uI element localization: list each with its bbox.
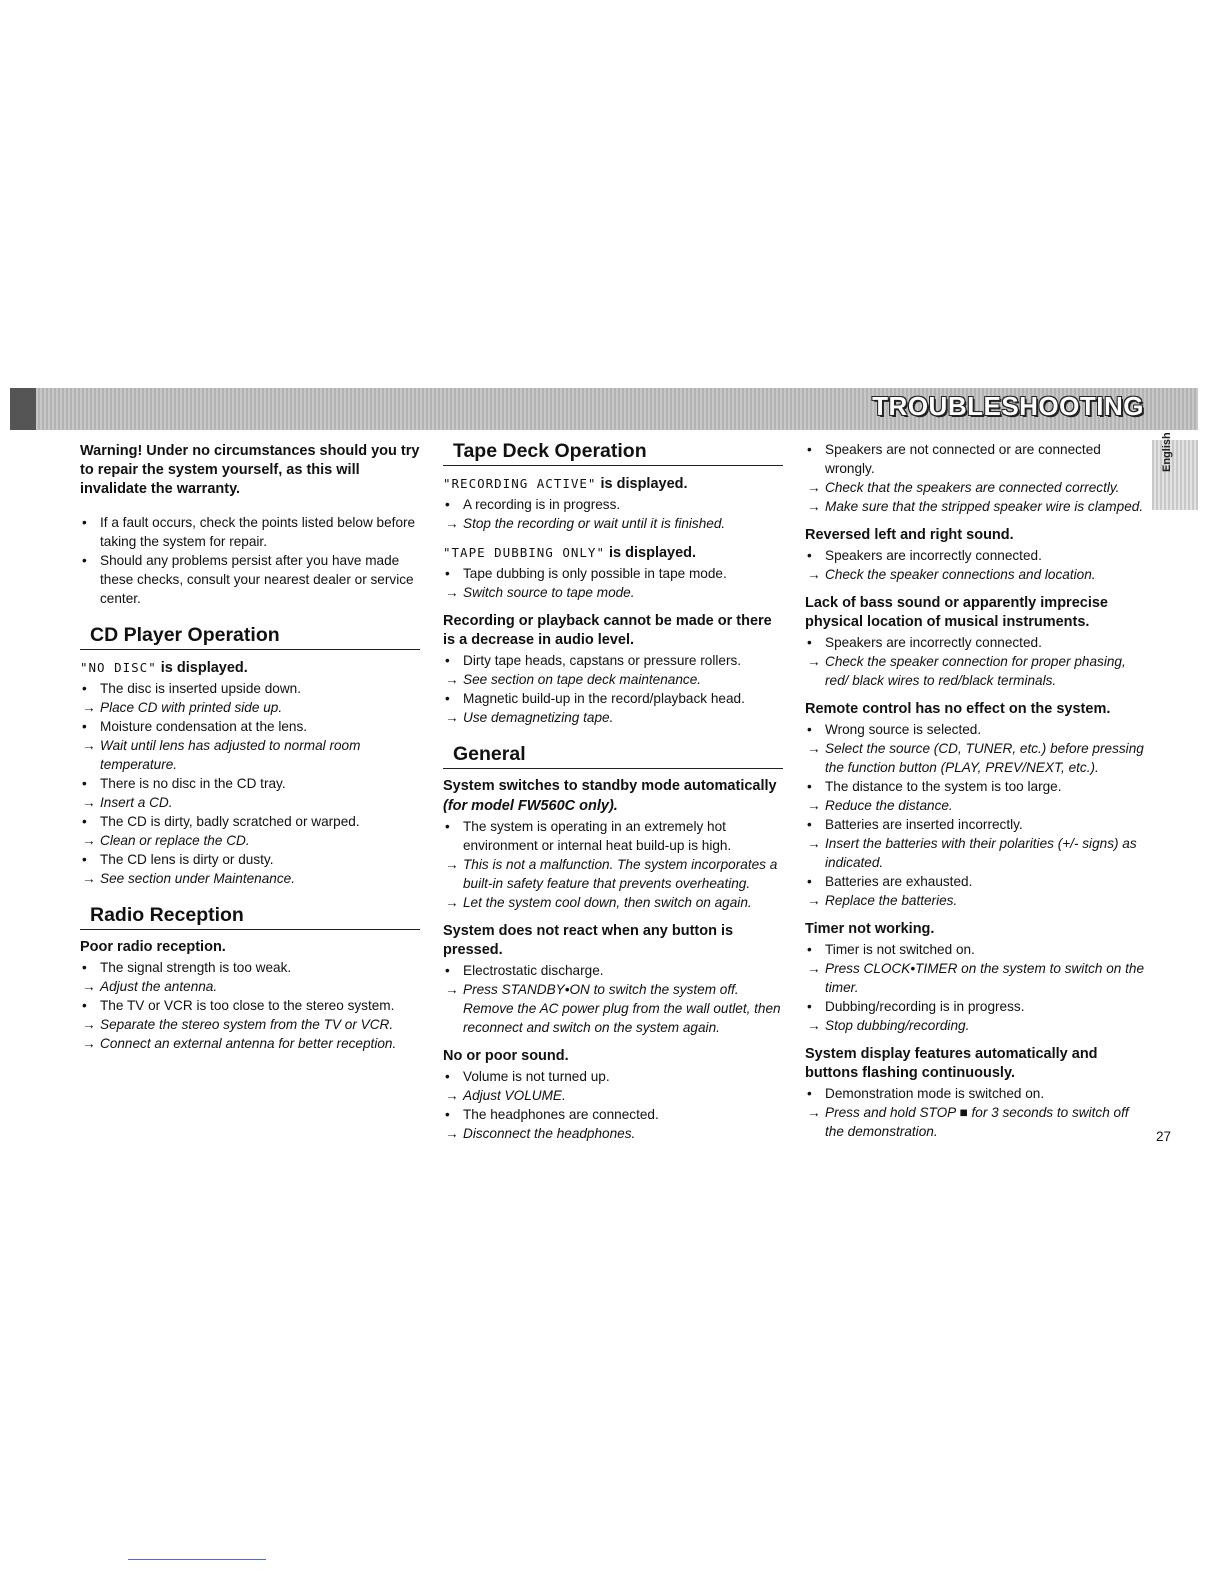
subheading: "RECORDING ACTIVE" is displayed. [443,476,688,492]
list-item: → Insert a CD. [82,795,173,810]
banner-marker [10,388,36,430]
list-item: • Should any problems persist after you have made these checks, consult your nearest dealer or service center. [82,553,414,606]
subheading: No or poor sound. [443,1048,569,1064]
list-item: → Adjust the antenna. [82,979,218,994]
list-item: • Electrostatic discharge. [445,963,604,978]
list-item: • Moisture condensation at the lens. [82,719,308,734]
list-item: • A recording is in progress. [445,497,621,512]
list-item: • Speakers are incorrectly connected. [807,635,1042,650]
section-title-tape: Tape Deck Operation [443,440,783,466]
list-item: → Reduce the distance. [807,798,953,813]
list-item: → Wait until lens has adjusted to normal room temperature. [82,738,361,772]
list-item: • If a fault occurs, check the points listed below before taking the system for repair. [82,515,416,549]
subheading: "NO DISC" is displayed. [80,660,248,676]
list-item: • The system is operating in an extremely hot environment or internal heat build-up is high. [445,819,732,853]
subheading: Recording or playback cannot be made or there is a decrease in audio level. [443,613,772,648]
list-item: → See section on tape deck maintenance. [445,672,702,687]
list-item: → Press STANDBY•ON to switch the system off. Remove the AC power plug from the wall outlet, then reconnect and switch on the system again. [445,982,781,1035]
section-title-cd: CD Player Operation [80,624,420,650]
subheading: "TAPE DUBBING ONLY" is displayed. [443,545,697,561]
list-item: • Batteries are exhausted. [807,874,973,889]
list-item: • Demonstration mode is switched on. [807,1086,1045,1101]
list-item: → Stop the recording or wait until it is finished. [445,516,726,531]
list-item: → Check that the speakers are connected correctly. [807,480,1120,495]
list-item: → Insert the batteries with their polarities (+/- signs) as indicated. [807,836,1137,870]
subheading: System switches to standby mode automatically [443,778,777,794]
subheading: Lack of bass sound or apparently imprecise physical location of musical instruments. [805,595,1108,630]
subheading: Timer not working. [805,921,935,937]
list-item: • The CD lens is dirty or dusty. [82,852,274,867]
subheading: Reversed left and right sound. [805,527,1014,543]
subheading: System display features automatically and buttons flashing continuously. [805,1046,1098,1081]
list-item: → Make sure that the stripped speaker wire is clamped. [807,499,1144,514]
list-item: → Switch source to tape mode. [445,585,635,600]
list-item: • Timer is not switched on. [807,942,975,957]
list-item: → Press and hold STOP ■ for 3 seconds to switch off the demonstration. [807,1105,1129,1139]
language-label: English [1161,432,1173,472]
column-2 [443,440,783,1143]
section-title-general: General [443,743,783,769]
list-item: → Replace the batteries. [807,893,958,908]
list-item: → Check the speaker connections and location. [807,567,1096,582]
section-title-radio: Radio Reception [80,904,420,930]
list-item: • Tape dubbing is only possible in tape mode. [445,566,727,581]
list-item: • Magnetic build-up in the record/playback head. [445,691,745,706]
list-item: • Batteries are inserted incorrectly. [807,817,1023,832]
warning-text: Warning! Under no circumstances should you try to repair the system yourself, as this will invalidate the warranty. [80,443,420,497]
list-item: → See section under Maintenance. [82,871,295,886]
list-item: • Wrong source is selected. [807,722,982,737]
language-tab [1152,440,1198,510]
list-item: → Let the system cool down, then switch on again. [445,895,752,910]
page-number: 27 [1156,1129,1172,1144]
subheading: Poor radio reception. [80,939,226,955]
list-item: • Dubbing/recording is in progress. [807,999,1025,1014]
list-item: → Separate the stereo system from the TV or VCR. [82,1017,394,1032]
page-title: TROUBLESHOOTING [872,391,1144,421]
list-item: • The disc is inserted upside down. [82,681,301,696]
list-item: • The signal strength is too weak. [82,960,292,975]
list-item: • Speakers are incorrectly connected. [807,548,1042,563]
list-item: → Press CLOCK•TIMER on the system to switch on the timer. [807,961,1145,995]
list-item: → Check the speaker connection for proper phasing, red/ black wires to red/black terminals. [807,654,1126,688]
list-item: • Volume is not turned up. [445,1069,610,1084]
subheading-model: (for model FW560C only). [443,798,618,814]
column-1 [80,440,420,1053]
list-item: • The headphones are connected. [445,1107,659,1122]
footer-rule [128,1559,266,1560]
list-item: → This is not a malfunction. The system incorporates a built-in safety feature that prevents overheating. [445,857,778,891]
list-item: • The TV or VCR is too close to the stereo system. [82,998,395,1013]
list-item: → Adjust VOLUME. [445,1088,566,1103]
subheading: System does not react when any button is pressed. [443,923,734,958]
list-item: • Dirty tape heads, capstans or pressure rollers. [445,653,742,668]
list-item: → Place CD with printed side up. [82,700,283,715]
list-item: → Disconnect the headphones. [445,1126,636,1141]
list-item: • Speakers are not connected or are connected wrongly. [807,442,1101,476]
list-item: • There is no disc in the CD tray. [82,776,286,791]
list-item: • The CD is dirty, badly scratched or warped. [82,814,360,829]
list-item: → Stop dubbing/recording. [807,1018,970,1033]
subheading: Remote control has no effect on the system. [805,701,1111,717]
list-item: • The distance to the system is too large. [807,779,1062,794]
list-item: → Clean or replace the CD. [82,833,250,848]
column-3 [805,440,1145,1141]
list-item: → Connect an external antenna for better reception. [82,1036,397,1051]
list-item: → Use demagnetizing tape. [445,710,614,725]
list-item: → Select the source (CD, TUNER, etc.) before pressing the function button (PLAY, PREV/NEXT, etc.). [807,741,1144,775]
